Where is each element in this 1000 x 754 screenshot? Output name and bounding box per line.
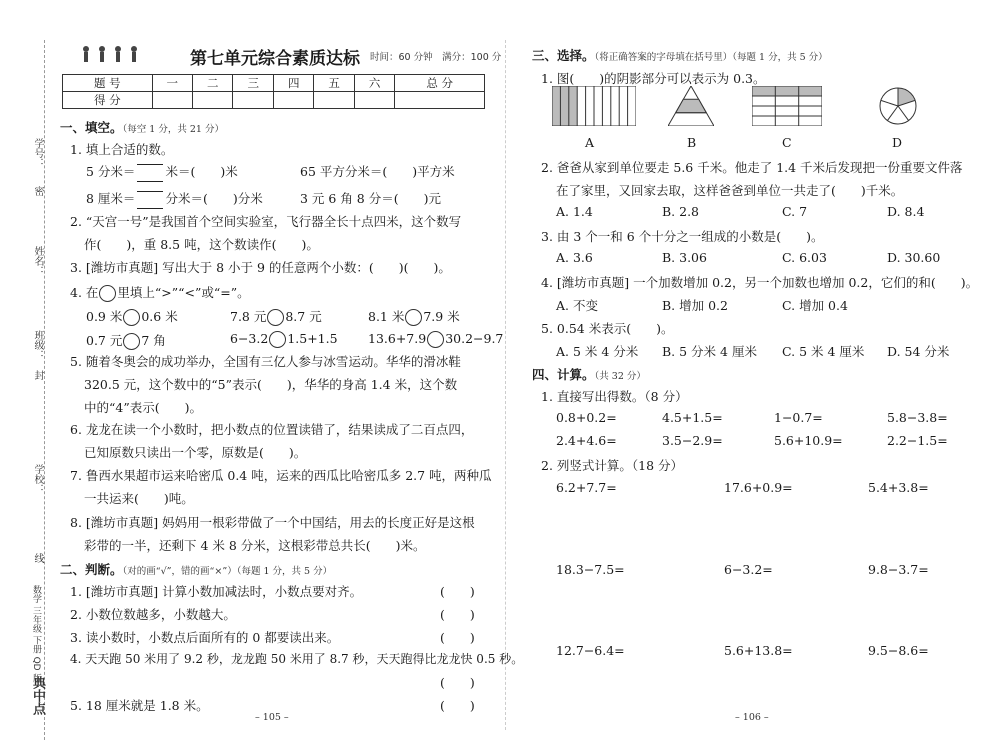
- choice-4: 4. [潍坊市真题] 一个加数增加 0.2，另一个加数也增加 0.2，它们的和( )。: [541, 275, 979, 290]
- name-label: 姓名：: [32, 246, 43, 276]
- option-b[interactable]: B. 增加 0.2: [662, 298, 728, 313]
- calc-item[interactable]: 2.2−1.5=: [887, 433, 948, 448]
- section4-title: 四、计算。: [532, 367, 595, 382]
- vertical-calc[interactable]: 6.2+7.7=: [556, 480, 617, 495]
- judge-3: 3. 读小数时，小数点后面所有的 0 都要读出来。: [70, 630, 340, 645]
- section1-title: 一、填空。: [60, 120, 123, 135]
- option-a[interactable]: A. 3.6: [556, 250, 593, 265]
- figure-d-circle: [878, 86, 918, 129]
- page-divider: [505, 40, 506, 730]
- seal-mark-feng: 封: [32, 370, 43, 380]
- option-a[interactable]: A. 5 米 4 分米: [556, 344, 639, 359]
- compare-circle[interactable]: [99, 285, 116, 302]
- choice-1: 1. 图( )的阴影部分可以表示为 0.3。: [541, 71, 766, 86]
- question-5-line2: 320.5 元，这个数中的“5”表示( )，华华的身高 1.4 米，这个数: [84, 377, 458, 392]
- figure-a-strips: [552, 86, 636, 129]
- question-8-line1: 8. [潍坊市真题] 妈妈用一根彩带做了一个中国结，用去的长度正好是这根: [70, 515, 475, 530]
- question-8-line2: 彩带的一半，还剩下 4 米 8 分米，这根彩带总共长( )米。: [84, 538, 426, 553]
- score-row-label: 得 分: [63, 92, 153, 109]
- score-header-cell: 三: [233, 75, 273, 92]
- q1-c-text2: 分米＝( )分米: [165, 191, 263, 206]
- option-c[interactable]: C. 5 米 4 厘米: [782, 344, 865, 359]
- option-b[interactable]: B. 3.06: [662, 250, 707, 265]
- q4-value: 7.9 米: [423, 309, 460, 324]
- q4-value: 8.1 米: [368, 309, 405, 324]
- option-b[interactable]: B. 2.8: [662, 204, 700, 219]
- q4-value: 0.7 元: [86, 333, 123, 348]
- figure-label-c: C: [782, 135, 792, 150]
- option-d[interactable]: D. 54 分米: [887, 344, 950, 359]
- section2-heading: [60, 560, 332, 578]
- question-4: [70, 283, 250, 302]
- q4-row2-item3: [368, 331, 503, 348]
- question-2-line1: 2. “天宫一号”是我国首个空间实验室，飞行器全长十点四米，这个数写: [70, 214, 462, 229]
- q1-item-a: [86, 162, 238, 182]
- calc-item[interactable]: 5.8−3.8=: [887, 410, 948, 425]
- question-6-line1: 6. 龙龙在读一个小数时，把小数点的位置读错了，结果读成了二百点四，: [70, 422, 474, 437]
- section1-heading: [60, 118, 224, 136]
- q4-row1-item2: [230, 307, 322, 326]
- score-input-cell[interactable]: [314, 92, 354, 109]
- option-b[interactable]: B. 5 分米 4 厘米: [662, 344, 757, 359]
- book-info: 数学 三年级 下册 QD 版: [31, 585, 41, 683]
- question-7-line1: 7. 鲁西水果超市运来哈密瓜 0.4 吨，运来的西瓜比哈密瓜多 2.7 吨，两种瓜: [70, 468, 492, 483]
- answer-paren[interactable]: ( ): [440, 675, 475, 690]
- section4-note: （共 32 分）: [594, 371, 646, 382]
- calc-item[interactable]: 0.8+0.2=: [556, 410, 617, 425]
- vertical-calc[interactable]: 9.8−3.7=: [868, 562, 929, 577]
- choice-2-line1: 2. 爸爸从家到单位要走 5.6 千米。他走了 1.4 千米后发现把一份重要文件落: [541, 160, 963, 175]
- option-c[interactable]: C. 6.03: [782, 250, 827, 265]
- score-table: [62, 74, 485, 109]
- choice-5: 5. 0.54 米表示( )。: [541, 321, 674, 336]
- score-header-cell: 四: [273, 75, 313, 92]
- judge-4: 4. 天天跑 50 米用了 9.2 秒，龙龙跑 50 米用了 8.7 秒，天天跑得比龙龙快 0.5 秒。: [70, 652, 524, 666]
- fraction-box[interactable]: [137, 191, 163, 209]
- answer-paren[interactable]: ( ): [440, 584, 475, 599]
- vertical-calc[interactable]: 17.6+0.9=: [724, 480, 793, 495]
- calc-1: 1. 直接写出得数。（8 分）: [541, 389, 688, 404]
- judge-2: 2. 小数位数越多，小数越大。: [70, 607, 236, 622]
- section4-heading: [532, 365, 646, 383]
- section3-note: （将正确答案的字母填在括号里）（每题 1 分，共 5 分）: [594, 52, 828, 63]
- school-label: 学校：: [32, 464, 43, 494]
- score-input-cell[interactable]: [233, 92, 273, 109]
- question-5-line1: 5. 随着冬奥会的成功举办，全国有三亿人参与冰雪运动。华华的滑冰鞋: [70, 354, 461, 369]
- score-header-cell: 题 号: [63, 75, 153, 92]
- figure-label-a: A: [585, 135, 595, 150]
- option-c[interactable]: C. 增加 0.4: [782, 298, 848, 313]
- vertical-calc[interactable]: 12.7−6.4=: [556, 643, 625, 658]
- seal-mark-xian: 线: [32, 553, 43, 563]
- q1-item-d: 3 元 6 角 8 分＝( )元: [300, 191, 441, 206]
- calc-item[interactable]: 4.5+1.5=: [662, 410, 723, 425]
- vertical-calc[interactable]: 5.4+3.8=: [868, 480, 929, 495]
- vertical-calc[interactable]: 5.6+13.8=: [724, 643, 793, 658]
- option-a[interactable]: A. 不变: [556, 298, 598, 313]
- q4-row2-item1: [86, 331, 166, 350]
- section3-heading: [532, 46, 828, 64]
- answer-paren[interactable]: ( ): [440, 698, 475, 713]
- q4-row1-item1: [86, 307, 178, 326]
- option-a[interactable]: A. 1.4: [556, 204, 593, 219]
- calc-item[interactable]: 1−0.7=: [774, 410, 823, 425]
- score-header-cell: 二: [193, 75, 233, 92]
- option-d[interactable]: D. 30.60: [887, 250, 941, 265]
- section2-note: （对的画“√”，错的画“×”）（每题 1 分，共 5 分）: [122, 566, 333, 577]
- vertical-calc[interactable]: 18.3−7.5=: [556, 562, 625, 577]
- score-input-cell[interactable]: [354, 92, 394, 109]
- q1-a-text2: 米＝( )米: [165, 164, 238, 179]
- seal-mark-mi: 密: [32, 186, 43, 196]
- option-c[interactable]: C. 7: [782, 204, 808, 219]
- figure-c-grid: [752, 86, 822, 129]
- score-input-cell[interactable]: [193, 92, 233, 109]
- exam-meta: 时间：60 分钟 满分：100 分: [370, 52, 502, 63]
- score-input-cell[interactable]: [273, 92, 313, 109]
- q4-value: 0.6 米: [141, 309, 178, 324]
- question-7-line2: 一共运来( )吨。: [84, 491, 194, 506]
- q4-value: 6−3.2: [230, 331, 269, 346]
- question-6-line2: 已知原数只读出一个零，原数是( )。: [84, 445, 307, 460]
- q1-item-b: 65 平方分米＝( )平方米: [300, 164, 455, 179]
- page-number-right: – 106 –: [735, 712, 769, 723]
- section3-title: 三、选择。: [532, 48, 595, 63]
- question-5-line3: 中的“4”表示( )。: [84, 400, 202, 415]
- judge-5: 5. 18 厘米就是 1.8 米。: [70, 698, 209, 713]
- class-label: 班级：: [32, 330, 43, 360]
- fraction-box[interactable]: [137, 164, 163, 182]
- score-header-cell: 六: [354, 75, 394, 92]
- q4-row1-item3: [368, 307, 460, 326]
- q4-value: 1.5+1.5: [287, 331, 338, 346]
- choice-3: 3. 由 3 个一和 6 个十分之一组成的小数是( )。: [541, 229, 824, 244]
- choice-2-line2: 在了家里，又回家去取，这样爸爸到单位一共走了( )千米。: [556, 183, 904, 198]
- figure-label-d: D: [892, 135, 903, 150]
- judge-1: 1. [潍坊市真题] 计算小数加减法时，小数点要对齐。: [70, 584, 363, 599]
- q4-value: 7 角: [141, 333, 166, 348]
- student-id-label: 学号：: [32, 138, 43, 168]
- calc-item[interactable]: 5.6+10.9=: [774, 433, 843, 448]
- score-header-cell: 五: [314, 75, 354, 92]
- score-header-cell: 一: [152, 75, 192, 92]
- compare-circle[interactable]: [405, 309, 422, 326]
- page-title: 第七单元综合素质达标: [190, 49, 360, 69]
- q4-text: 4. 在: [70, 285, 99, 300]
- page-number-left: – 105 –: [255, 712, 289, 723]
- answer-paren[interactable]: ( ): [440, 607, 475, 622]
- section2-title: 二、判断。: [60, 562, 123, 577]
- q1-a-text: 5 分米＝: [86, 164, 136, 179]
- compare-circle[interactable]: [123, 333, 140, 350]
- compare-circle[interactable]: [267, 309, 284, 326]
- score-header-cell: 总 分: [395, 75, 485, 92]
- q1-item-c: [86, 189, 263, 209]
- calc-2: 2. 列竖式计算。（18 分）: [541, 458, 684, 473]
- score-input-cell[interactable]: [152, 92, 192, 109]
- calc-item[interactable]: 3.5−2.9=: [662, 433, 723, 448]
- q4-value: 8.7 元: [285, 309, 322, 324]
- q4-value: 30.2−9.7: [445, 331, 504, 346]
- figure-b-triangle: [668, 86, 714, 129]
- question-3: 3. [潍坊市真题] 写出大于 8 小于 9 的任意两个小数：( )( )。: [70, 260, 451, 275]
- vertical-calc[interactable]: 6−3.2=: [724, 562, 773, 577]
- q4-tail: 里填上“>”“<”或“=”。: [117, 285, 250, 300]
- q4-value: 7.8 元: [230, 309, 267, 324]
- compare-circle[interactable]: [123, 309, 140, 326]
- q4-value: 0.9 米: [86, 309, 123, 324]
- section1-note: （每空 1 分，共 21 分）: [122, 124, 224, 135]
- q4-row2-item2: [230, 331, 338, 348]
- figure-label-b: B: [687, 135, 697, 150]
- compare-circle[interactable]: [269, 331, 286, 348]
- option-d[interactable]: D. 8.4: [887, 204, 925, 219]
- q4-value: 13.6+7.9: [368, 331, 427, 346]
- question-1: 1. 填上合适的数。: [70, 142, 174, 157]
- decoration-figures: [80, 45, 150, 68]
- score-input-cell[interactable]: [395, 92, 485, 109]
- brand-logo: 典中点: [30, 676, 45, 715]
- answer-paren[interactable]: ( ): [440, 630, 475, 645]
- question-2-line2: 作( )，重 8.5 吨，这个数读作( )。: [84, 237, 319, 252]
- q1-c-text: 8 厘米＝: [86, 191, 136, 206]
- calc-item[interactable]: 2.4+4.6=: [556, 433, 617, 448]
- compare-circle[interactable]: [427, 331, 444, 348]
- vertical-calc[interactable]: 9.5−8.6=: [868, 643, 929, 658]
